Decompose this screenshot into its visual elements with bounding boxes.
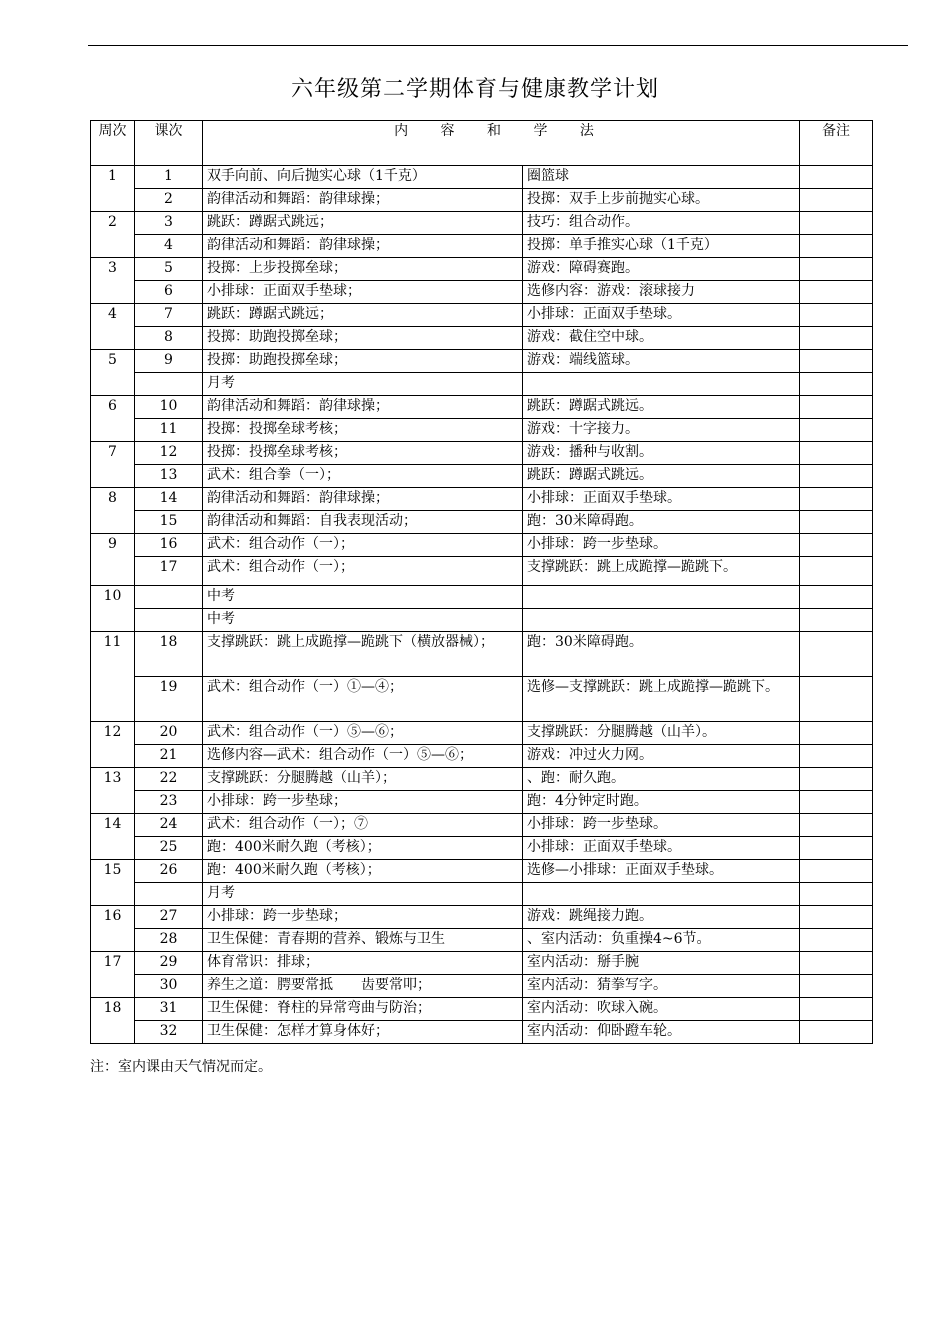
lesson-cell: 16 [135,534,203,557]
lesson-cell: 5 [135,258,203,281]
week-cell: 5 [91,350,135,396]
header-lesson: 课次 [135,121,203,166]
content-cell-b: 小排球：跨一步垫球。 [523,534,800,557]
content-cell-a: 跑：400米耐久跑（考核）； [203,860,523,883]
table-row [91,373,873,396]
lesson-cell: 9 [135,350,203,373]
content-cell-a: 韵律活动和舞蹈：韵律球操； [203,189,523,212]
content-cell-a: 投掷：助跑投掷垒球； [203,350,523,373]
lesson-cell: 32 [135,1021,203,1044]
content-cell-b: 游戏：端线篮球。 [523,350,800,373]
lesson-cell: 28 [135,929,203,952]
table-row [91,304,873,327]
week-cell: 1 [91,166,135,212]
week-cell: 2 [91,212,135,258]
week-cell: 16 [91,906,135,952]
remark-cell [800,350,873,373]
header-week: 周次 [91,121,135,166]
content-cell-b: 小排球：跨一步垫球。 [523,814,800,837]
lesson-cell: 29 [135,952,203,975]
content-cell-b: 支撑跳跃：分腿腾越（山羊）。 [523,722,800,745]
table-row [91,350,873,373]
remark-cell [800,998,873,1021]
content-cell-a: 韵律活动和舞蹈：自我表现活动； [203,511,523,534]
lesson-cell: 7 [135,304,203,327]
teaching-plan-body [91,121,873,1044]
table-row [91,258,873,281]
content-cell-a: 体育常识：排球； [203,952,523,975]
remark-cell [800,212,873,235]
table-row [91,906,873,929]
content-cell-b: 支撑跳跃：跳上成跪撑—跪跳下。 [523,557,800,586]
lesson-cell: 31 [135,998,203,1021]
content-cell-a: 中考 [203,609,523,632]
content-cell-a: 支撑跳跃：分腿腾越（山羊）； [203,768,523,791]
content-cell-b [523,609,800,632]
lesson-cell: 26 [135,860,203,883]
content-cell-b: 小排球：正面双手垫球。 [523,488,800,511]
remark-cell [800,791,873,814]
lesson-cell: 20 [135,722,203,745]
lesson-cell: 8 [135,327,203,350]
content-cell-b: 室内活动：猜拳写字。 [523,975,800,998]
content-cell-a: 韵律活动和舞蹈：韵律球操； [203,488,523,511]
content-cell-b: 、跑：耐久跑。 [523,768,800,791]
lesson-cell: 22 [135,768,203,791]
content-cell-a: 中考 [203,586,523,609]
table-row [91,722,873,745]
table-row [91,488,873,511]
top-rule [88,45,908,46]
week-cell: 11 [91,632,135,722]
table-row [91,327,873,350]
table-row [91,975,873,998]
remark-cell [800,586,873,609]
lesson-cell: 17 [135,557,203,586]
content-cell-a: 投掷：投掷垒球考核； [203,419,523,442]
content-cell-a: 养生之道：腭要常抵 齿要常叩； [203,975,523,998]
content-cell-a: 月考 [203,373,523,396]
lesson-cell [135,373,203,396]
lesson-cell: 2 [135,189,203,212]
remark-cell [800,419,873,442]
remark-cell [800,814,873,837]
content-cell-a: 卫生保健：青春期的营养、锻炼与卫生 [203,929,523,952]
table-row [91,1021,873,1044]
remark-cell [800,166,873,189]
content-cell-a: 武术：组合动作（一）⑤—⑥； [203,722,523,745]
lesson-cell: 11 [135,419,203,442]
content-cell-a: 投掷：投掷垒球考核； [203,442,523,465]
table-row [91,768,873,791]
content-cell-a: 武术：组合动作（一）； [203,534,523,557]
table-row [91,998,873,1021]
lesson-cell: 24 [135,814,203,837]
table-row [91,586,873,609]
table-row [91,791,873,814]
content-cell-b: 跳跃：蹲踞式跳远。 [523,465,800,488]
content-cell-a: 武术：组合动作（一）；⑦ [203,814,523,837]
table-row [91,952,873,975]
week-cell: 13 [91,768,135,814]
table-row [91,166,873,189]
lesson-cell: 4 [135,235,203,258]
remark-cell [800,258,873,281]
table-row [91,860,873,883]
content-cell-b: 投掷：双手上步前抛实心球。 [523,189,800,212]
lesson-cell: 13 [135,465,203,488]
content-cell-a: 双手向前、向后抛实心球（1千克） [203,166,523,189]
content-cell-a: 支撑跳跃：跳上成跪撑—跪跳下（横放器械）； [203,632,523,677]
content-cell-b [523,373,800,396]
content-cell-b: 小排球：正面双手垫球。 [523,837,800,860]
content-cell-b: 游戏：障碍赛跑。 [523,258,800,281]
remark-cell [800,189,873,212]
remark-cell [800,557,873,586]
lesson-cell: 25 [135,837,203,860]
remark-cell [800,632,873,677]
content-cell-b: 跑：4分钟定时跑。 [523,791,800,814]
lesson-cell: 14 [135,488,203,511]
table-row [91,883,873,906]
remark-cell [800,396,873,419]
remark-cell [800,883,873,906]
content-cell-a: 武术：组合拳（一）； [203,465,523,488]
table-row [91,189,873,212]
remark-cell [800,952,873,975]
content-cell-b: 室内活动：掰手腕 [523,952,800,975]
content-cell-a: 韵律活动和舞蹈：韵律球操； [203,235,523,258]
content-cell-b [523,883,800,906]
table-row [91,609,873,632]
lesson-cell: 12 [135,442,203,465]
content-cell-a: 投掷：上步投掷垒球； [203,258,523,281]
lesson-cell [135,609,203,632]
content-cell-a: 小排球：跨一步垫球； [203,906,523,929]
week-cell: 6 [91,396,135,442]
content-cell-b: 技巧：组合动作。 [523,212,800,235]
content-cell-b [523,586,800,609]
content-cell-b: 游戏：截住空中球。 [523,327,800,350]
content-cell-b: 选修—支撑跳跃：跳上成跪撑—跪跳下。 [523,677,800,722]
week-cell: 14 [91,814,135,860]
table-row [91,235,873,258]
lesson-cell: 19 [135,677,203,722]
content-cell-b: 选修—小排球：正面双手垫球。 [523,860,800,883]
lesson-cell: 1 [135,166,203,189]
remark-cell [800,722,873,745]
week-cell: 8 [91,488,135,534]
lesson-cell: 21 [135,745,203,768]
remark-cell [800,677,873,722]
table-row [91,677,873,722]
remark-cell [800,235,873,258]
content-cell-b: 跳跃：蹲踞式跳远。 [523,396,800,419]
content-cell-a: 小排球：跨一步垫球； [203,791,523,814]
remark-cell [800,442,873,465]
content-cell-a: 投掷：助跑投掷垒球； [203,327,523,350]
table-row [91,745,873,768]
lesson-cell: 6 [135,281,203,304]
remark-cell [800,304,873,327]
remark-cell [800,906,873,929]
remark-cell [800,465,873,488]
lesson-cell: 3 [135,212,203,235]
lesson-cell: 10 [135,396,203,419]
content-cell-b: 游戏：跳绳接力跑。 [523,906,800,929]
content-cell-a: 武术：组合动作（一）； [203,557,523,586]
lesson-cell: 15 [135,511,203,534]
content-cell-b: 选修内容：游戏：滚球接力 [523,281,800,304]
content-cell-b: 游戏：十字接力。 [523,419,800,442]
remark-cell [800,768,873,791]
remark-cell [800,975,873,998]
content-cell-a: 武术：组合动作（一）①—④； [203,677,523,722]
week-cell: 4 [91,304,135,350]
content-cell-a: 跑：400米耐久跑（考核）； [203,837,523,860]
content-cell-b: 游戏：冲过火力网。 [523,745,800,768]
content-cell-a: 选修内容—武术：组合动作（一）⑤—⑥； [203,745,523,768]
table-row [91,929,873,952]
remark-cell [800,860,873,883]
week-cell: 18 [91,998,135,1044]
remark-cell [800,373,873,396]
lesson-cell [135,586,203,609]
week-cell: 9 [91,534,135,586]
table-row [91,632,873,677]
week-cell: 3 [91,258,135,304]
remark-cell [800,327,873,350]
content-cell-a: 月考 [203,883,523,906]
content-cell-a: 韵律活动和舞蹈：韵律球操； [203,396,523,419]
table-row [91,557,873,586]
table-header-row [91,121,873,166]
table-row [91,212,873,235]
content-cell-b: 跑：30米障碍跑。 [523,632,800,677]
content-cell-b: 圈篮球 [523,166,800,189]
content-cell-b: 室内活动：仰卧蹬车轮。 [523,1021,800,1044]
remark-cell [800,281,873,304]
footnote: 注：室内课由天气情况而定。 [90,1059,272,1075]
content-cell-a: 卫生保健：怎样才算身体好； [203,1021,523,1044]
teaching-plan-table [90,120,873,1044]
week-cell: 15 [91,860,135,906]
content-cell-b: 游戏：播种与收割。 [523,442,800,465]
content-cell-a: 跳跃：蹲踞式跳远； [203,212,523,235]
lesson-cell [135,883,203,906]
content-cell-a: 小排球：正面双手垫球； [203,281,523,304]
content-cell-b: 、室内活动：负重操4~6节。 [523,929,800,952]
week-cell: 7 [91,442,135,488]
content-cell-b: 小排球：正面双手垫球。 [523,304,800,327]
content-cell-b: 投掷：单手推实心球（1千克） [523,235,800,258]
table-row [91,419,873,442]
header-content: 内 容 和 学 法 [203,121,800,166]
content-cell-a: 跳跃：蹲踞式跳远； [203,304,523,327]
lesson-cell: 18 [135,632,203,677]
table-row [91,442,873,465]
table-row [91,837,873,860]
lesson-cell: 30 [135,975,203,998]
remark-cell [800,488,873,511]
remark-cell [800,534,873,557]
table-row [91,281,873,304]
page-title: 六年级第二学期体育与健康教学计划 [290,77,659,102]
content-cell-b: 室内活动：吹球入碗。 [523,998,800,1021]
table-row [91,465,873,488]
week-cell: 17 [91,952,135,998]
remark-cell [800,609,873,632]
lesson-cell: 23 [135,791,203,814]
table-row [91,534,873,557]
week-cell: 12 [91,722,135,768]
remark-cell [800,837,873,860]
remark-cell [800,929,873,952]
header-remark: 备注 [800,121,873,166]
table-row [91,511,873,534]
content-cell-b: 跑：30米障碍跑。 [523,511,800,534]
remark-cell [800,745,873,768]
remark-cell [800,511,873,534]
lesson-cell: 27 [135,906,203,929]
table-row [91,396,873,419]
table-row [91,814,873,837]
week-cell: 10 [91,586,135,632]
content-cell-a: 卫生保健：脊柱的异常弯曲与防治； [203,998,523,1021]
remark-cell [800,1021,873,1044]
